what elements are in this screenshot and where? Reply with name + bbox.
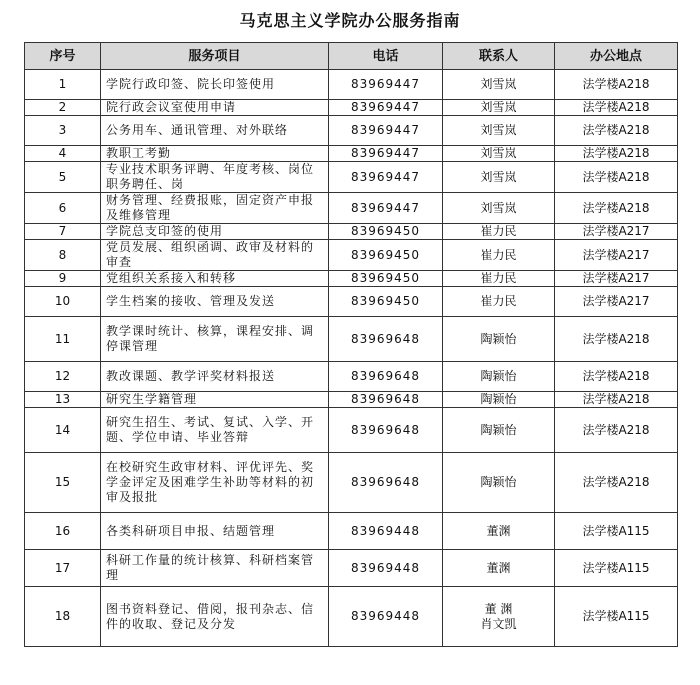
row-phone: 83969447 xyxy=(329,100,443,116)
row-service-item: 研究生招生、考试、复试、入学、开题、学位申请、毕业答辩 xyxy=(101,408,329,453)
row-service-item: 公务用车、通讯管理、对外联络 xyxy=(101,116,329,146)
row-service-item: 党员发展、组织函调、政审及材料的审查 xyxy=(101,240,329,271)
table-row xyxy=(25,70,678,100)
row-phone: 83969648 xyxy=(329,408,443,453)
row-phone: 83969448 xyxy=(329,587,443,647)
contact-name: 陶颖怡 xyxy=(480,392,517,406)
row-serial-number: 3 xyxy=(25,116,101,146)
row-phone: 83969448 xyxy=(329,513,443,550)
row-phone: 83969450 xyxy=(329,240,443,271)
contact-name: 刘雪岚 xyxy=(480,200,517,215)
row-serial-number: 7 xyxy=(25,224,101,240)
row-contact xyxy=(443,100,555,116)
table-row xyxy=(25,587,678,647)
row-office-location: 法学楼A217 xyxy=(555,224,678,240)
row-contact xyxy=(443,287,555,317)
row-phone: 83969648 xyxy=(329,392,443,408)
table-row xyxy=(25,240,678,271)
row-contact xyxy=(443,146,555,162)
contact-name: 刘雪岚 xyxy=(480,169,517,184)
service-guide-table xyxy=(24,42,678,647)
row-contact xyxy=(443,550,555,587)
contact-name: 陶颖怡 xyxy=(480,422,517,437)
row-phone: 83969447 xyxy=(329,162,443,193)
row-contact xyxy=(443,193,555,224)
row-serial-number: 11 xyxy=(25,317,101,362)
page-title: 马克思主义学院办公服务指南 xyxy=(239,11,461,30)
table-row xyxy=(25,287,678,317)
table-row xyxy=(25,513,678,550)
row-phone: 83969648 xyxy=(329,362,443,392)
table-row xyxy=(25,550,678,587)
row-service-item: 教改课题、教学评奖材料报送 xyxy=(101,362,329,392)
row-office-location: 法学楼A115 xyxy=(555,513,678,550)
row-phone: 83969447 xyxy=(329,70,443,100)
row-phone: 83969447 xyxy=(329,193,443,224)
row-office-location: 法学楼A217 xyxy=(555,287,678,317)
contact-name: 肖文凯 xyxy=(480,616,517,631)
row-phone: 83969447 xyxy=(329,116,443,146)
row-office-location: 法学楼A218 xyxy=(555,162,678,193)
row-serial-number: 16 xyxy=(25,513,101,550)
row-service-item: 学院行政印签、院长印签使用 xyxy=(101,70,329,100)
row-contact xyxy=(443,317,555,362)
row-service-item: 科研工作量的统计核算、科研档案管理 xyxy=(101,550,329,587)
header-phone: 电话 xyxy=(329,43,443,70)
row-serial-number: 10 xyxy=(25,287,101,317)
row-office-location: 法学楼A115 xyxy=(555,550,678,587)
row-service-item: 在校研究生政审材料、评优评先、奖学金评定及困难学生补助等材料的初审及报批 xyxy=(101,453,329,513)
row-phone: 83969648 xyxy=(329,317,443,362)
table-row xyxy=(25,362,678,392)
row-serial-number: 14 xyxy=(25,408,101,453)
row-serial-number: 1 xyxy=(25,70,101,100)
row-service-item: 学院总支印签的使用 xyxy=(101,224,329,240)
header-serial-number: 序号 xyxy=(25,43,101,70)
row-office-location: 法学楼A217 xyxy=(555,271,678,287)
table-row xyxy=(25,116,678,146)
row-office-location: 法学楼A218 xyxy=(555,392,678,408)
contact-name: 崔力民 xyxy=(480,294,517,308)
contact-name: 董 渊 xyxy=(484,601,513,616)
table-header-row xyxy=(25,43,678,70)
table-row xyxy=(25,453,678,513)
row-contact xyxy=(443,392,555,408)
row-office-location: 法学楼A218 xyxy=(555,317,678,362)
row-contact xyxy=(443,362,555,392)
contact-name: 崔力民 xyxy=(480,247,517,262)
row-phone: 83969450 xyxy=(329,287,443,317)
row-phone: 83969648 xyxy=(329,453,443,513)
row-phone: 83969448 xyxy=(329,550,443,587)
table-row xyxy=(25,224,678,240)
row-office-location: 法学楼A218 xyxy=(555,453,678,513)
row-contact xyxy=(443,271,555,287)
row-contact xyxy=(443,453,555,513)
contact-name: 崔力民 xyxy=(480,271,517,285)
row-serial-number: 5 xyxy=(25,162,101,193)
row-service-item: 研究生学籍管理 xyxy=(101,392,329,408)
table-row xyxy=(25,392,678,408)
contact-name: 崔力民 xyxy=(480,224,517,238)
header-office-location: 办公地点 xyxy=(555,43,678,70)
row-serial-number: 18 xyxy=(25,587,101,647)
table-row xyxy=(25,162,678,193)
contact-name: 陶颖怡 xyxy=(480,331,517,346)
row-serial-number: 15 xyxy=(25,453,101,513)
row-office-location: 法学楼A218 xyxy=(555,146,678,162)
row-serial-number: 13 xyxy=(25,392,101,408)
row-contact xyxy=(443,116,555,146)
table-row xyxy=(25,408,678,453)
row-service-item: 财务管理、经费报账，固定资产申报及维修管理 xyxy=(101,193,329,224)
row-office-location: 法学楼A218 xyxy=(555,100,678,116)
table-row xyxy=(25,146,678,162)
table-row xyxy=(25,271,678,287)
row-contact xyxy=(443,587,555,647)
row-service-item: 专业技术职务评聘、年度考核、岗位职务聘任、岗 xyxy=(101,162,329,193)
row-serial-number: 2 xyxy=(25,100,101,116)
row-service-item: 教职工考勤 xyxy=(101,146,329,162)
header-service-item: 服务项目 xyxy=(101,43,329,70)
row-phone: 83969447 xyxy=(329,146,443,162)
header-contact: 联系人 xyxy=(443,43,555,70)
row-office-location: 法学楼A218 xyxy=(555,362,678,392)
row-office-location: 法学楼A218 xyxy=(555,70,678,100)
row-phone: 83969450 xyxy=(329,224,443,240)
contact-name: 陶颖怡 xyxy=(480,475,517,489)
contact-name: 董渊 xyxy=(486,560,511,575)
row-service-item: 党组织关系接入和转移 xyxy=(101,271,329,287)
row-contact xyxy=(443,513,555,550)
row-contact xyxy=(443,408,555,453)
row-service-item: 各类科研项目申报、结题管理 xyxy=(101,513,329,550)
row-contact xyxy=(443,224,555,240)
row-contact xyxy=(443,240,555,271)
row-serial-number: 9 xyxy=(25,271,101,287)
row-contact xyxy=(443,162,555,193)
row-office-location: 法学楼A217 xyxy=(555,240,678,271)
row-serial-number: 4 xyxy=(25,146,101,162)
contact-name: 刘雪岚 xyxy=(480,100,517,114)
contact-name: 刘雪岚 xyxy=(480,77,517,91)
row-office-location: 法学楼A218 xyxy=(555,116,678,146)
row-serial-number: 12 xyxy=(25,362,101,392)
table-row xyxy=(25,100,678,116)
contact-name: 刘雪岚 xyxy=(480,123,517,137)
row-office-location: 法学楼A115 xyxy=(555,587,678,647)
contact-name: 陶颖怡 xyxy=(480,369,517,383)
table-row xyxy=(25,193,678,224)
row-service-item: 学生档案的接收、管理及发送 xyxy=(101,287,329,317)
contact-name: 刘雪岚 xyxy=(480,146,517,160)
row-serial-number: 17 xyxy=(25,550,101,587)
row-office-location: 法学楼A218 xyxy=(555,193,678,224)
row-serial-number: 6 xyxy=(25,193,101,224)
row-service-item: 图书资料登记、借阅，报刊杂志、信件的收取、登记及分发 xyxy=(101,587,329,647)
table-row xyxy=(25,317,678,362)
row-service-item: 教学课时统计、核算，课程安排、调停课管理 xyxy=(101,317,329,362)
row-phone: 83969450 xyxy=(329,271,443,287)
row-serial-number: 8 xyxy=(25,240,101,271)
row-contact xyxy=(443,70,555,100)
row-office-location: 法学楼A218 xyxy=(555,408,678,453)
row-service-item: 院行政会议室使用申请 xyxy=(101,100,329,116)
contact-name: 董渊 xyxy=(486,523,511,538)
